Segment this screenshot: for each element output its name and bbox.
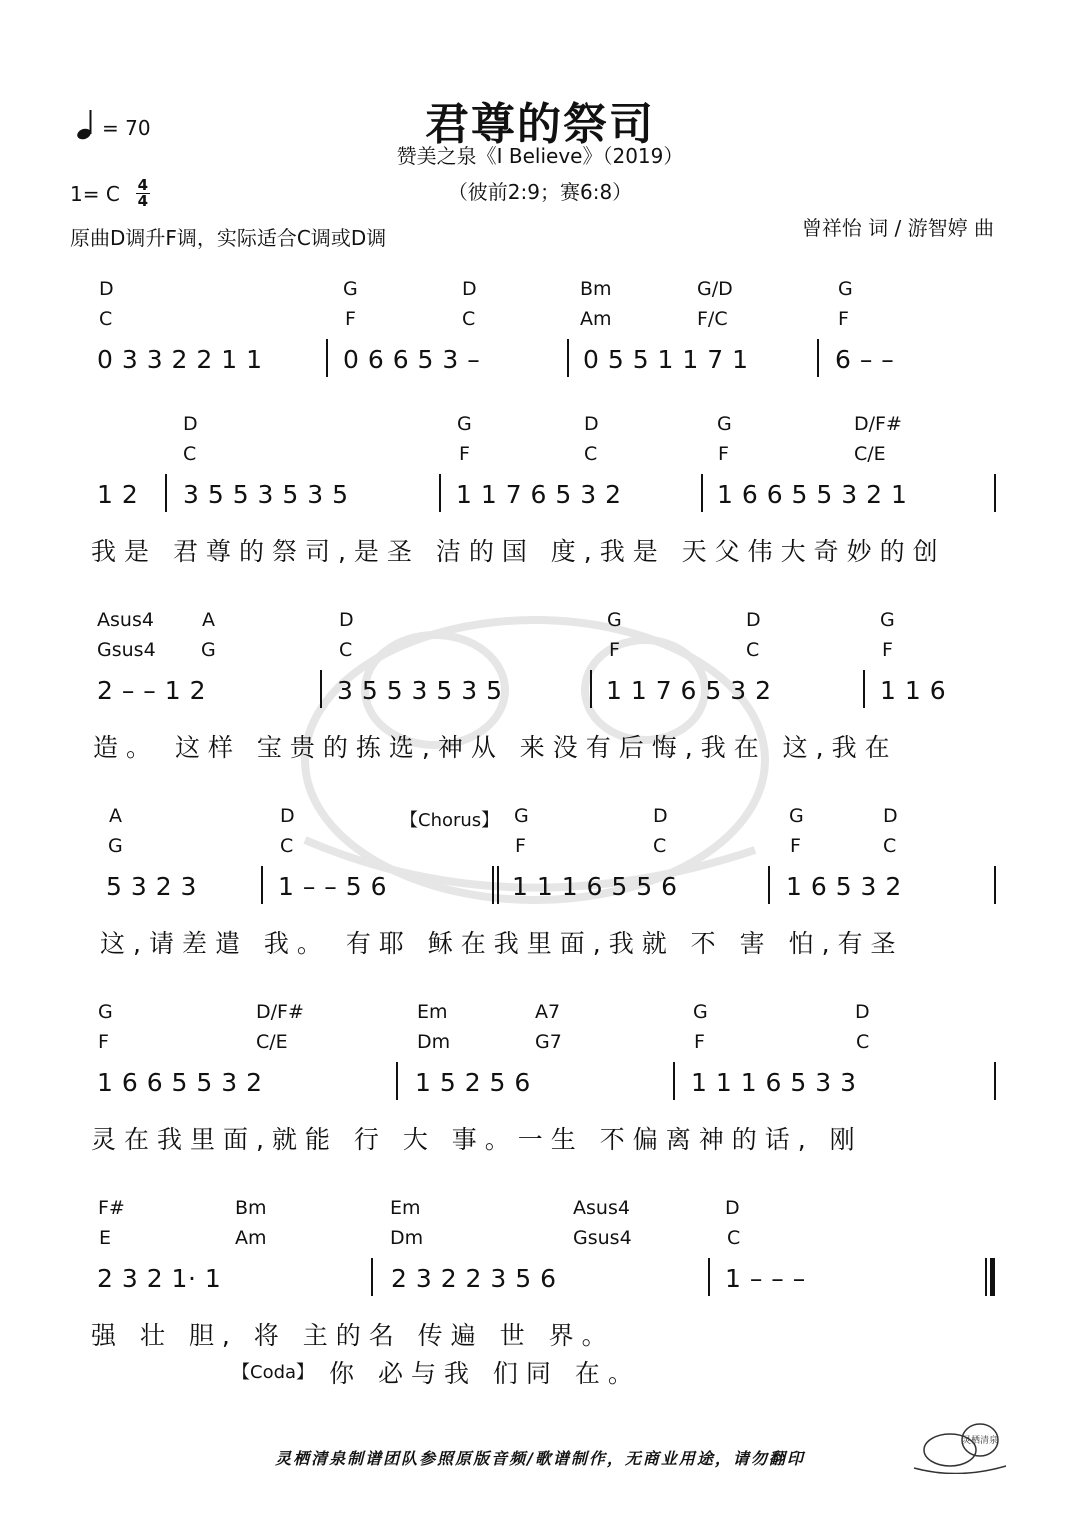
tempo-value: = 70 bbox=[102, 116, 151, 140]
chord-symbol: C bbox=[99, 308, 113, 330]
lyric-line: 强 壮 胆, 将 主的名 传遍 世 界。 bbox=[91, 1321, 615, 1350]
time-signature-top: 4 bbox=[137, 176, 149, 194]
chord-symbol: G bbox=[514, 805, 529, 827]
chord-symbol: D/F# bbox=[256, 1001, 304, 1023]
measure-notes: 1 1 1 6 5 5 6 bbox=[512, 872, 678, 901]
chord-symbol: F bbox=[790, 835, 801, 857]
chord-symbol: D bbox=[746, 609, 761, 631]
chord-symbol: D bbox=[183, 413, 198, 435]
chord-symbol: Dm bbox=[417, 1031, 451, 1053]
chord-symbol: G bbox=[108, 835, 123, 857]
time-signature-bottom: 4 bbox=[137, 192, 149, 210]
measure-notes: 1 6 6 5 5 3 2 bbox=[97, 1068, 263, 1097]
chord-symbol: F/C bbox=[697, 308, 728, 330]
chord-symbol: C bbox=[653, 835, 667, 857]
credits: 曾祥怡 词 / 游智婷 曲 bbox=[801, 216, 994, 240]
chord-symbol: Gsus4 bbox=[573, 1227, 632, 1249]
logo-text: 灵栖清泉 bbox=[961, 1436, 999, 1446]
chord-symbol: C bbox=[462, 308, 476, 330]
chord-symbol: Gsus4 bbox=[97, 639, 156, 661]
chord-symbol: A bbox=[109, 805, 122, 827]
time-signature bbox=[136, 178, 150, 209]
measure-notes: 1 5 2 5 6 bbox=[415, 1068, 531, 1097]
chord-symbol: C/E bbox=[854, 443, 886, 465]
chord-symbol: F# bbox=[98, 1197, 125, 1219]
chord-symbol: C bbox=[883, 835, 897, 857]
measure-notes: 3 5 5 3 5 3 5 bbox=[183, 480, 349, 509]
lyric-line: 我是 君尊的祭司,是圣 洁的国 度,我是 天父伟大奇妙的创 bbox=[91, 537, 946, 566]
coda-marker: 【Coda】 bbox=[232, 1362, 315, 1383]
chord-symbol: Bm bbox=[235, 1197, 267, 1219]
chord-symbol: Am bbox=[580, 308, 612, 330]
lyric-line: 灵在我里面,就能 行 大 事。一生 不偏离神的话, 刚 bbox=[91, 1125, 863, 1154]
measure-notes: 1 – – – bbox=[725, 1264, 806, 1293]
measure-notes: 1 1 6 bbox=[880, 676, 947, 705]
chord-symbol: E bbox=[99, 1227, 112, 1249]
chord-symbol: F bbox=[718, 443, 729, 465]
chord-symbol: C bbox=[280, 835, 294, 857]
chord-symbol: C bbox=[339, 639, 353, 661]
chord-symbol: D bbox=[462, 278, 477, 300]
song-subtitle: 赞美之泉《I Believe》（2019） bbox=[396, 144, 684, 168]
measure-notes: 1 – – 5 6 bbox=[278, 872, 388, 901]
chord-symbol: C bbox=[856, 1031, 870, 1053]
chord-symbol: F bbox=[882, 639, 893, 661]
key-signature bbox=[70, 178, 150, 209]
measure-notes: 1 6 5 3 2 bbox=[786, 872, 902, 901]
coda-lyric-line: 你 必与我 们同 在。 bbox=[329, 1359, 641, 1388]
chord-symbol: F bbox=[98, 1031, 109, 1053]
chord-symbol: Em bbox=[390, 1197, 421, 1219]
chord-symbol: D/F# bbox=[854, 413, 902, 435]
chord-symbol: Am bbox=[235, 1227, 267, 1249]
chord-symbol: G bbox=[880, 609, 895, 631]
chord-symbol: D bbox=[883, 805, 898, 827]
chord-symbol: D bbox=[653, 805, 668, 827]
lyric-line: 这,请差遣 我。 有耶 稣在我里面,我就 不 害 怕,有圣 bbox=[100, 929, 904, 958]
measure-notes: 2 3 2 2 3 5 6 bbox=[391, 1264, 557, 1293]
chord-symbol: F bbox=[694, 1031, 705, 1053]
measure-notes: 6 – – bbox=[835, 345, 895, 374]
chord-symbol: G bbox=[789, 805, 804, 827]
chord-symbol: F bbox=[459, 443, 470, 465]
chord-symbol: Asus4 bbox=[573, 1197, 630, 1219]
footer-note: 灵栖清泉制谱团队参照原版音频/歌谱制作，无商业用途，请勿翻印 bbox=[275, 1449, 805, 1468]
chord-symbol: C bbox=[584, 443, 598, 465]
key-label: 1= C bbox=[70, 181, 120, 206]
chord-symbol: G bbox=[343, 278, 358, 300]
chord-symbol: Em bbox=[417, 1001, 448, 1023]
chord-symbol: G bbox=[717, 413, 732, 435]
measure-notes: 2 – – 1 2 bbox=[97, 676, 207, 705]
tempo-marking bbox=[76, 108, 151, 140]
sheep-logo-icon bbox=[910, 1418, 1010, 1474]
measure-notes: 3 5 5 3 5 3 5 bbox=[337, 676, 503, 705]
measure-notes: 1 6 6 5 5 3 2 1 bbox=[717, 480, 908, 509]
chord-symbol: C bbox=[727, 1227, 741, 1249]
measure-notes: 1 1 7 6 5 3 2 bbox=[456, 480, 622, 509]
chord-symbol: G7 bbox=[535, 1031, 562, 1053]
chorus-marker: 【Chorus】 bbox=[400, 810, 500, 831]
chord-symbol: G/D bbox=[697, 278, 733, 300]
chord-symbol: G bbox=[693, 1001, 708, 1023]
measure-notes: 0 3 3 2 2 1 1 bbox=[97, 345, 263, 374]
measure-notes: 2 3 2 1· 1 bbox=[97, 1264, 222, 1293]
chord-symbol: F bbox=[515, 835, 526, 857]
chord-symbol: G bbox=[201, 639, 216, 661]
lyric-line: 造。 这样 宝贵的拣选,神从 来没有后悔,我在 这,我在 bbox=[93, 733, 898, 762]
key-note: 原曲D调升F调，实际适合C调或D调 bbox=[70, 226, 387, 250]
chord-symbol: Asus4 bbox=[97, 609, 154, 631]
chord-symbol: D bbox=[725, 1197, 740, 1219]
measure-notes: 0 5 5 1 1 7 1 bbox=[583, 345, 749, 374]
scripture-reference: （彼前2:9；赛6:8） bbox=[447, 180, 633, 204]
measure-notes: 5 3 2 3 bbox=[106, 872, 197, 901]
chord-symbol: F bbox=[609, 639, 620, 661]
chord-symbol: D bbox=[855, 1001, 870, 1023]
chord-symbol: F bbox=[345, 308, 356, 330]
chord-symbol: G bbox=[98, 1001, 113, 1023]
chord-symbol: A7 bbox=[535, 1001, 561, 1023]
chord-symbol: G bbox=[457, 413, 472, 435]
chord-symbol: G bbox=[607, 609, 622, 631]
measure-notes: 1 1 1 6 5 3 3 bbox=[691, 1068, 857, 1097]
chord-symbol: D bbox=[339, 609, 354, 631]
measure-notes: 1 2 bbox=[97, 480, 139, 509]
chord-symbol: D bbox=[280, 805, 295, 827]
chord-symbol: A bbox=[202, 609, 215, 631]
song-title: 君尊的祭司 bbox=[425, 99, 655, 150]
chord-symbol: G bbox=[838, 278, 853, 300]
measure-notes: 1 1 7 6 5 3 2 bbox=[606, 676, 772, 705]
chord-symbol: Dm bbox=[390, 1227, 424, 1249]
chord-symbol: C/E bbox=[256, 1031, 288, 1053]
chord-symbol: Bm bbox=[580, 278, 612, 300]
chord-symbol: C bbox=[183, 443, 197, 465]
chord-symbol: D bbox=[584, 413, 599, 435]
chord-symbol: F bbox=[838, 308, 849, 330]
chord-symbol: D bbox=[99, 278, 114, 300]
measure-notes: 0 6 6 5 3 – bbox=[343, 345, 481, 374]
chord-symbol: C bbox=[746, 639, 760, 661]
quarter-note-icon bbox=[76, 108, 96, 140]
